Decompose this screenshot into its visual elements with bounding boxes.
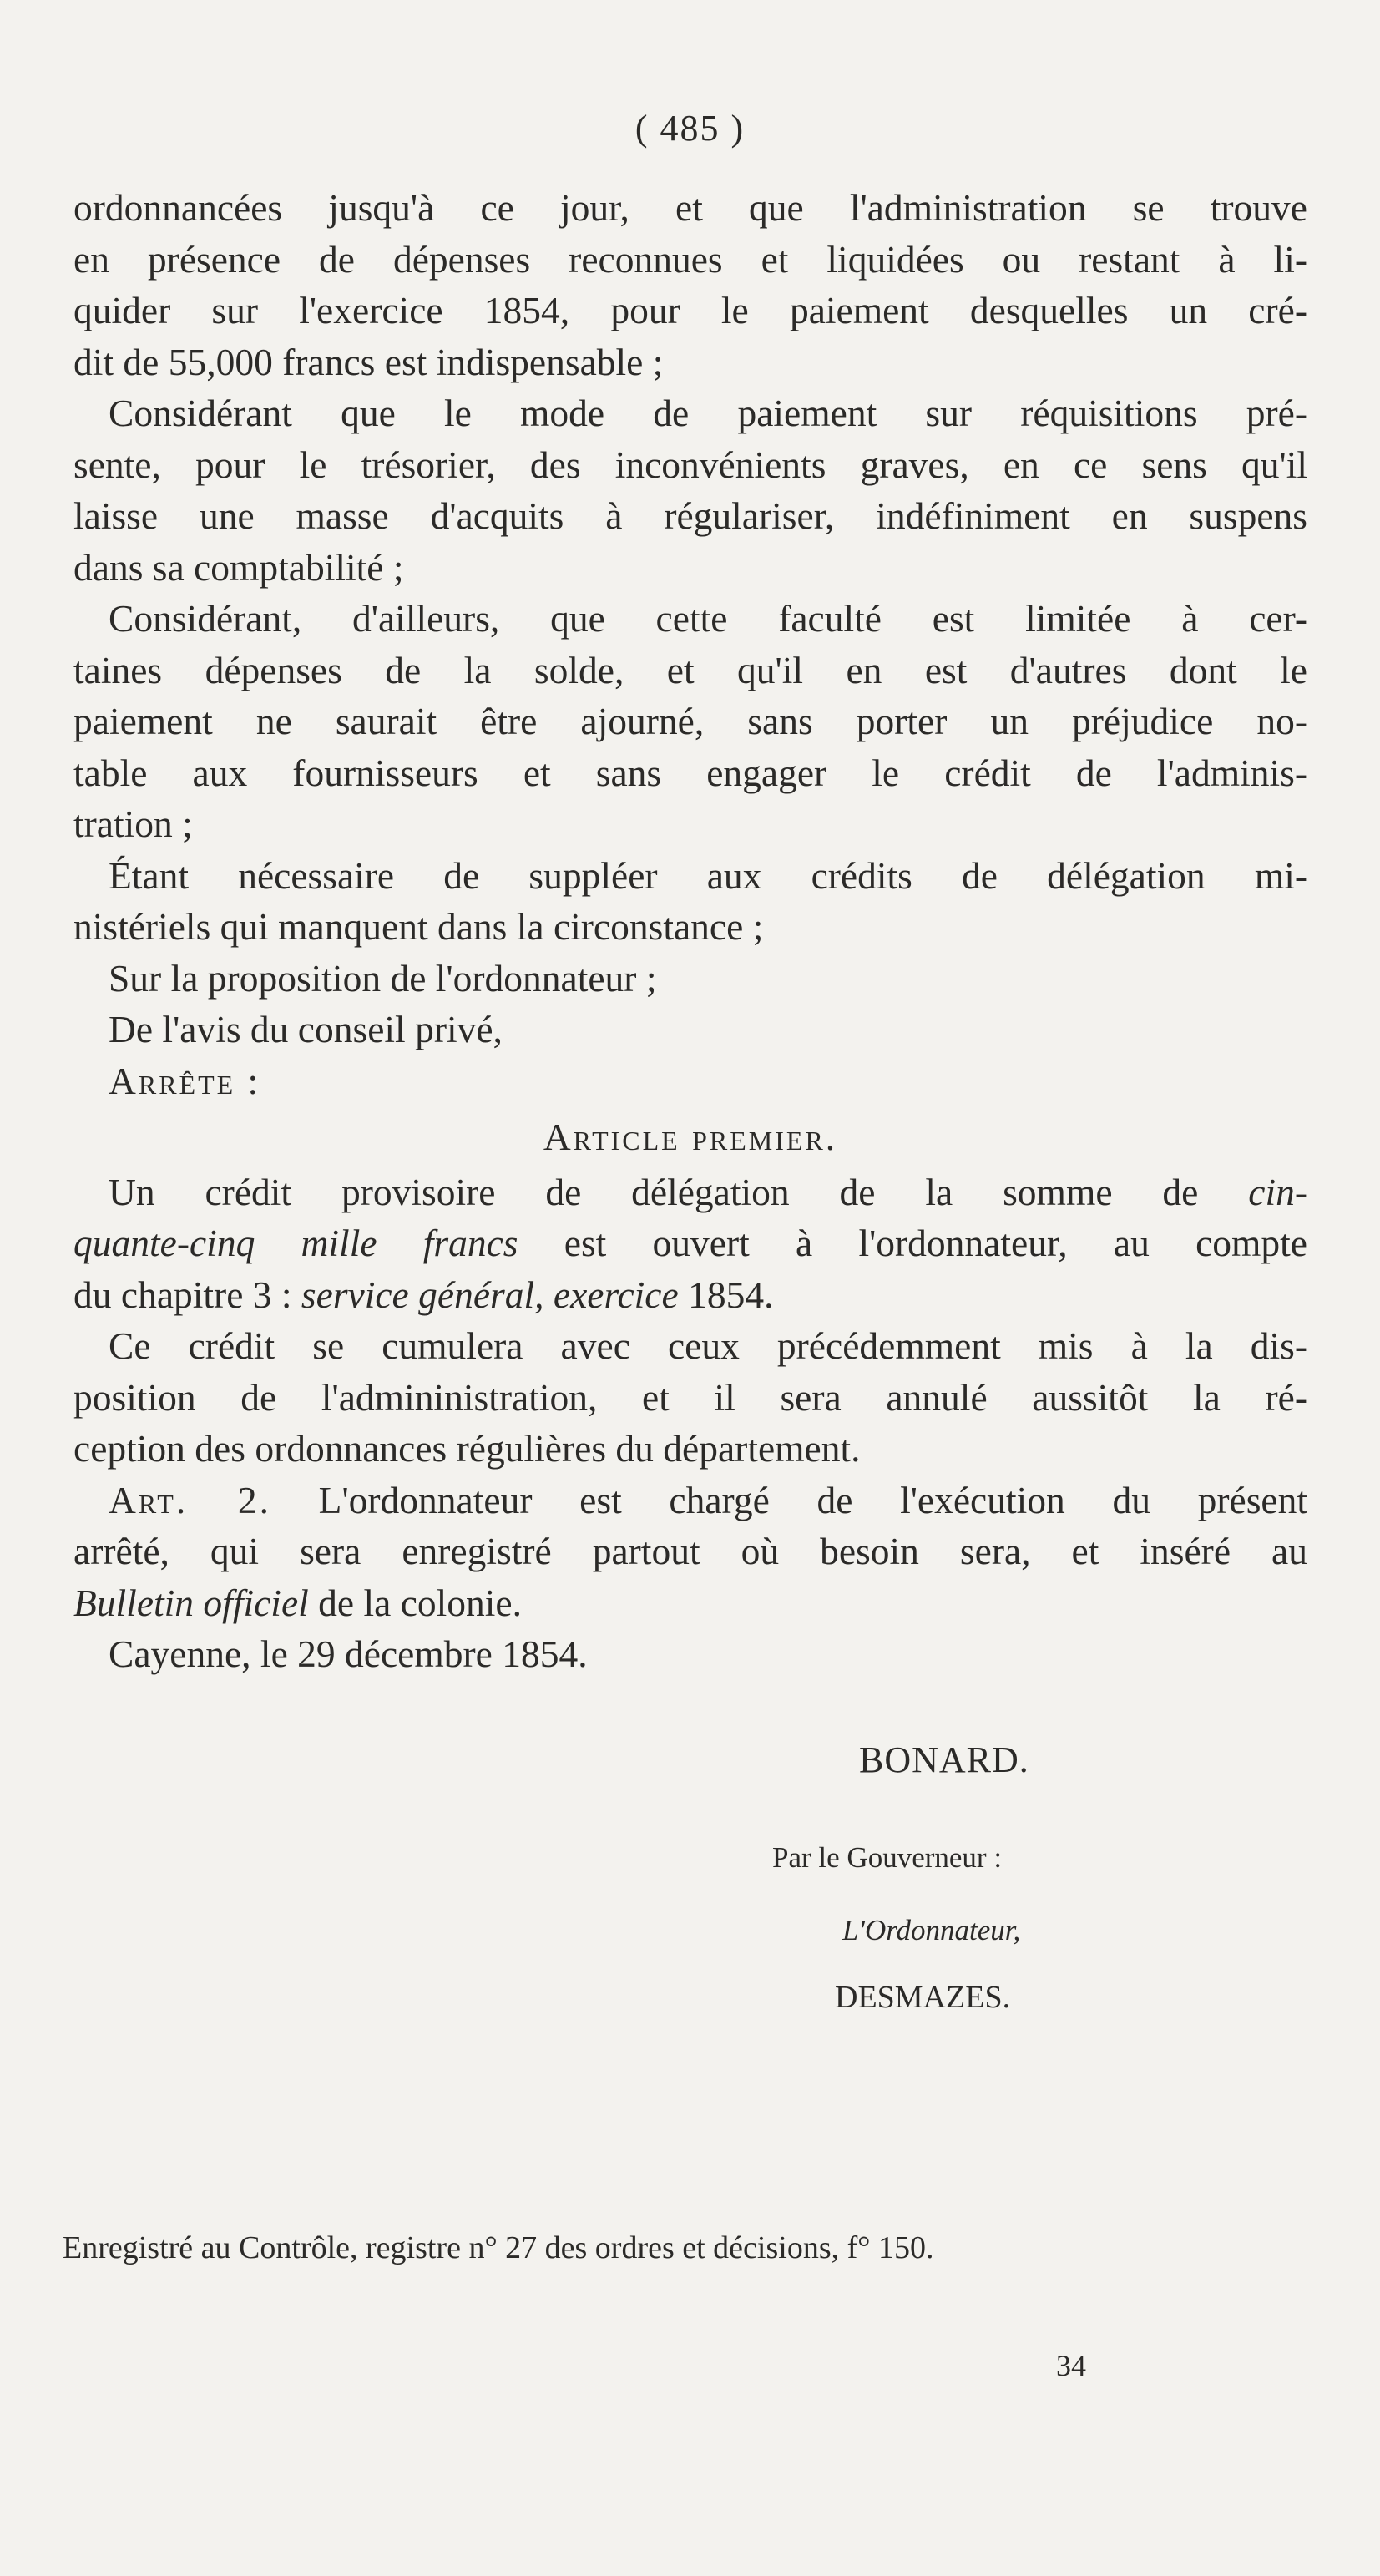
text-run: Un crédit provisoire de délégation de la somme de [109, 1170, 1249, 1213]
text-line: De l'avis du conseil privé, [109, 1008, 503, 1050]
text-line: quider sur l'exercice 1854, pour le paiement desquelles un cré- [73, 289, 1307, 331]
text-line [73, 1269, 1307, 1321]
registration-note: Enregistré au Contrôle, registre n° 27 des ordres et décisions, f° 150. [63, 2230, 934, 2265]
text-line: Considérant que le mode de paiement sur réquisitions pré- [109, 392, 1307, 434]
text-line: taines dépenses de la solde, et qu'il en est d'autres dont le [73, 648, 1307, 691]
paragraph [73, 1320, 1307, 1475]
text-line: Sur la proposition de l'ordonnateur ; [109, 956, 657, 1000]
text-line: en présence de dépenses reconnues et liquidées ou restant à li- [73, 237, 1307, 281]
text-line [73, 1475, 1307, 1526]
paragraph [73, 1004, 1307, 1055]
page-number: ( 485 ) [634, 108, 746, 149]
text-line: nistériels qui manquent dans la circonstance ; [73, 905, 764, 948]
text-line: sente, pour le trésorier, des inconvénients graves, en ce sens qu'il [73, 443, 1307, 486]
text-line: arrêté, qui sera enregistré partout où besoin sera, et inséré au [73, 1530, 1307, 1572]
date-line: Cayenne, le 29 décembre 1854. [109, 1632, 588, 1675]
article-label: Art. 2. [109, 1478, 271, 1521]
italic-run: Bulletin officiel [73, 1581, 309, 1624]
paragraph [73, 182, 1307, 387]
text-line: dit de 55,000 francs est indispensable ; [73, 340, 664, 383]
paragraph [73, 593, 1307, 850]
text-run: L'ordonnateur est chargé de l'exécution du présent [271, 1478, 1308, 1521]
article-heading: Article premier. [543, 1116, 838, 1158]
text-run: du chapitre 3 : [73, 1273, 301, 1316]
arrete-heading: Arrête : [109, 1059, 261, 1102]
paragraph [73, 1475, 1307, 1629]
document-body [73, 182, 1307, 1680]
text-line: ordonnancées jusqu'à ce jour, et que l'administration se trouve [73, 186, 1307, 229]
text-line: tration ; [73, 802, 193, 845]
italic-run: cin- [1248, 1170, 1307, 1213]
text-line: Étant nécessaire de suppléer aux crédits de délégation mi- [109, 853, 1307, 897]
text-line: Ce crédit se cumulera avec ceux précédemment mis à la dis- [109, 1324, 1307, 1367]
text-run: de la colonie. [308, 1581, 522, 1624]
paragraph [73, 953, 1307, 1005]
text-line: table aux fournisseurs et sans engager le crédit de l'adminis- [73, 751, 1307, 794]
text-line: position de l'admininistration, et il sera annulé aussitôt la ré- [73, 1375, 1307, 1419]
text-line [73, 1167, 1307, 1218]
paragraph [73, 850, 1307, 953]
text-run: est ouvert à l'ordonnateur, au compte [518, 1222, 1307, 1264]
paragraph [73, 1167, 1307, 1321]
governor-signature: BONARD. [859, 1739, 1029, 1780]
text-line: Considérant, d'ailleurs, que cette faculté est limitée à cer- [109, 597, 1307, 640]
italic-run: quante-cinq mille francs [73, 1222, 518, 1264]
text-line: paiement ne saurait être ajourné, sans porter un préjudice no- [73, 700, 1307, 742]
italic-run: service général, exercice [301, 1273, 679, 1316]
text-line [73, 1577, 1307, 1629]
ordonnateur-signature: DESMAZES. [835, 1980, 1011, 2015]
par-le-gouverneur: Par le Gouverneur : [772, 1841, 1003, 1874]
text-line: dans sa comptabilité ; [73, 545, 404, 589]
text-line: ception des ordonnances régulières du département. [73, 1427, 861, 1470]
text-line: laisse une masse d'acquits à régulariser, indéfiniment en suspens [73, 494, 1307, 537]
text-line [73, 1217, 1307, 1269]
ordonnateur-title: L'Ordonnateur, [842, 1914, 1021, 1946]
paragraph [73, 387, 1307, 593]
text-run: 1854. [678, 1273, 774, 1316]
sheet-signature-mark: 34 [1056, 2349, 1086, 2382]
